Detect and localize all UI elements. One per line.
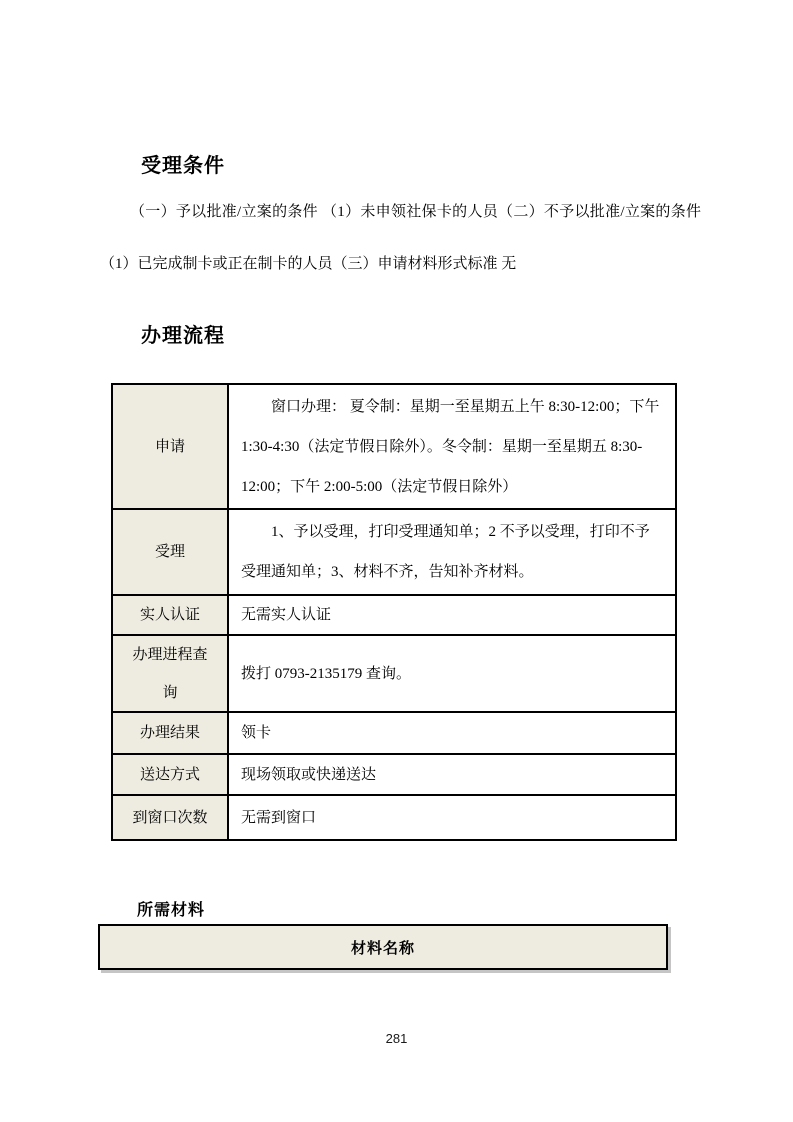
materials-header-label: 材料名称	[350, 940, 415, 957]
acceptance-conditions-title: 受理条件	[141, 155, 225, 177]
table-row	[113, 508, 675, 594]
row-content-apply	[229, 385, 675, 508]
row-content-text: 窗口办理： 夏令制：星期一至星期五上午 8:30-12:00；下午 1:30-4:30（法定节假日除外）。冬令制：星期一至星期五 8:30-12:00；下午 2:00-5:00（法定节假日除外）	[241, 398, 660, 495]
process-flow-table	[111, 383, 677, 841]
row-content-text: 拨打 0793-2135179 查询。	[241, 665, 411, 682]
row-label-apply: 申请	[113, 385, 229, 508]
row-content-window-visits	[229, 796, 675, 839]
row-content-delivery-method	[229, 755, 675, 794]
required-materials-title: 所需材料	[137, 902, 206, 919]
row-content-result	[229, 713, 675, 753]
row-content-progress-inquiry	[229, 636, 675, 711]
row-label-progress-inquiry: 办理进程查询	[113, 636, 229, 711]
row-content-text: 无需实人认证	[241, 607, 332, 623]
row-label-result: 办理结果	[113, 713, 229, 753]
page-number: 281	[385, 1031, 408, 1046]
row-content-identity-verification	[229, 596, 675, 634]
row-label-accept: 受理	[113, 510, 229, 594]
row-content-text: 现场领取或快递送达	[241, 766, 377, 783]
row-content-text: 领卡	[241, 725, 272, 741]
process-flow-title: 办理流程	[141, 325, 225, 347]
table-row	[113, 794, 675, 839]
table-row	[113, 711, 675, 753]
table-row	[113, 753, 675, 794]
table-row	[113, 594, 675, 634]
row-label-window-visits: 到窗口次数	[113, 796, 229, 839]
row-content-text: 无需到窗口	[241, 809, 317, 826]
row-content-text: 1、予以受理，打印受理通知单；2 不予以受理，打印不予受理通知单；3、材料不齐，告知补齐材料。	[241, 524, 650, 580]
table-row	[113, 385, 675, 508]
row-label-identity-verification: 实人认证	[113, 596, 229, 634]
table-row	[113, 634, 675, 711]
row-content-accept	[229, 510, 675, 594]
materials-table-header	[98, 924, 668, 970]
row-label-delivery-method: 送达方式	[113, 755, 229, 794]
acceptance-conditions-paragraph: （一）予以批准/立案的条件 （1）未申领社保卡的人员（二）不予以批准/立案的条件 （1）已完成制卡或正在制卡的人员（三）申请材料形式标准 无	[100, 204, 701, 272]
